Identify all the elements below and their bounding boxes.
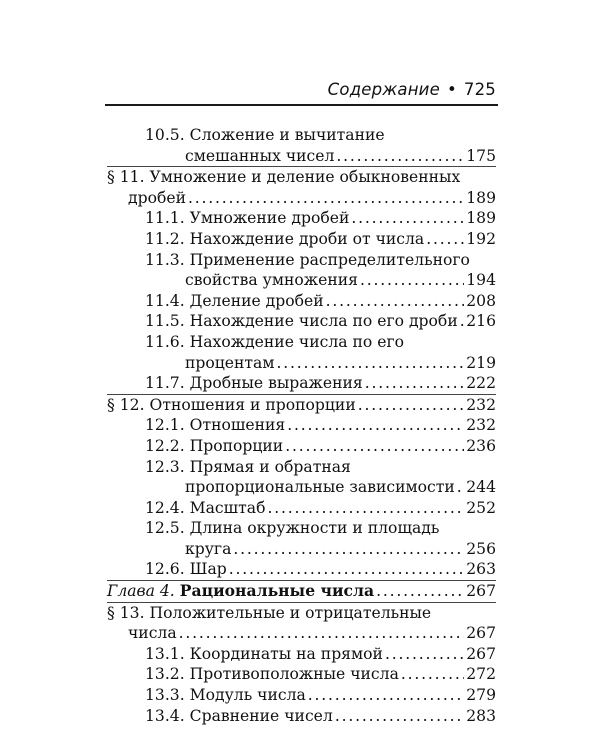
toc-leader bbox=[188, 188, 464, 209]
toc-page: 208 bbox=[466, 291, 496, 310]
toc-entry-12-5 bbox=[107, 518, 496, 539]
toc-leader bbox=[426, 229, 464, 250]
toc-page: 236 bbox=[466, 436, 496, 455]
toc-entry-13-1 bbox=[107, 644, 496, 665]
toc-page: 263 bbox=[466, 560, 496, 579]
toc-section-12 bbox=[107, 395, 496, 416]
toc-text: Прямая и обратная bbox=[189, 457, 351, 476]
toc-entry-10-5-cont bbox=[107, 146, 496, 167]
header-title: Содержание bbox=[327, 80, 440, 99]
toc-leader bbox=[360, 270, 464, 291]
toc-entry-11-2 bbox=[107, 229, 496, 250]
toc-page: 283 bbox=[466, 706, 496, 725]
toc-page: 189 bbox=[466, 209, 496, 228]
toc-leader bbox=[229, 559, 465, 580]
toc-num: 13.1. bbox=[145, 644, 185, 663]
toc-leader bbox=[365, 373, 464, 394]
toc-entry-11-4 bbox=[107, 291, 496, 312]
toc-entry-12-3 bbox=[107, 457, 496, 478]
toc-leader bbox=[233, 539, 464, 560]
header-text bbox=[328, 80, 496, 99]
toc-leader bbox=[276, 353, 464, 374]
toc-section-13 bbox=[107, 603, 496, 624]
toc-section-13-cont bbox=[107, 623, 496, 644]
toc-num: 11.5. bbox=[145, 312, 185, 331]
toc-entry-11-5 bbox=[107, 311, 496, 332]
toc-entry-11-3 bbox=[107, 250, 496, 271]
toc-num: § 12. bbox=[107, 395, 145, 414]
toc-page: 267 bbox=[466, 624, 496, 643]
toc-num: 11.2. bbox=[145, 229, 185, 248]
toc-page: 194 bbox=[466, 271, 496, 290]
toc-text: Умножение дробей bbox=[189, 209, 350, 228]
toc-text: свойства умножения bbox=[185, 271, 358, 290]
toc-text: Дробные выражения bbox=[189, 374, 363, 393]
toc-page: 272 bbox=[466, 665, 496, 684]
toc-page: 232 bbox=[466, 395, 496, 414]
toc-entry-11-3-cont bbox=[107, 270, 496, 291]
toc-text: процентам bbox=[185, 353, 275, 372]
toc-leader bbox=[285, 436, 464, 457]
table-of-contents bbox=[107, 125, 496, 726]
toc-leader bbox=[376, 581, 464, 602]
header-page-number: 725 bbox=[463, 80, 496, 99]
toc-page: 252 bbox=[466, 498, 496, 517]
toc-page: 267 bbox=[466, 582, 496, 601]
toc-leader bbox=[179, 623, 465, 644]
toc-text: Пропорции bbox=[189, 436, 284, 455]
toc-entry-11-6-cont bbox=[107, 353, 496, 374]
toc-entry-12-6 bbox=[107, 559, 496, 580]
toc-leader bbox=[326, 291, 465, 312]
toc-leader bbox=[308, 685, 464, 706]
toc-section-11-cont bbox=[107, 188, 496, 209]
toc-page: 279 bbox=[466, 686, 496, 705]
toc-entry-12-5-cont bbox=[107, 539, 496, 560]
toc-text: числа bbox=[128, 624, 177, 643]
toc-text: Длина окружности и площадь bbox=[189, 519, 440, 538]
toc-num: 12.5. bbox=[145, 519, 185, 538]
toc-leader bbox=[460, 311, 465, 332]
toc-text: Умножение и деление обыкновенных bbox=[149, 168, 461, 187]
toc-num: 13.3. bbox=[145, 686, 185, 705]
toc-leader bbox=[457, 477, 464, 498]
toc-entry-13-2 bbox=[107, 664, 496, 685]
toc-leader bbox=[336, 146, 464, 167]
toc-page: 175 bbox=[466, 146, 496, 165]
toc-text: пропорциональные зависимости bbox=[185, 478, 455, 497]
toc-entry-13-4 bbox=[107, 706, 496, 727]
toc-text: Шар bbox=[189, 560, 227, 579]
toc-text: Нахождение числа по его дроби bbox=[189, 312, 458, 331]
toc-num: § 11. bbox=[107, 168, 145, 187]
toc-text: Деление дробей bbox=[189, 291, 324, 310]
toc-text: Сложение и вычитание bbox=[189, 126, 385, 144]
toc-page: 232 bbox=[466, 416, 496, 435]
toc-page: 192 bbox=[466, 229, 496, 248]
chapter-label: Глава 4. bbox=[107, 582, 175, 601]
toc-num: 12.1. bbox=[145, 416, 185, 435]
toc-text: Сравнение чисел bbox=[189, 706, 333, 725]
toc-text: Координаты на прямой bbox=[189, 644, 383, 663]
toc-entry-11-1 bbox=[107, 208, 496, 229]
toc-entry-12-4 bbox=[107, 498, 496, 519]
toc-text: Модуль числа bbox=[189, 686, 306, 705]
toc-num: 13.4. bbox=[145, 706, 185, 725]
toc-entry-11-7 bbox=[107, 373, 496, 394]
toc-leader bbox=[267, 498, 464, 519]
toc-page: 267 bbox=[466, 644, 496, 663]
toc-page: 216 bbox=[466, 312, 496, 331]
toc-text: Отношения и пропорции bbox=[149, 395, 356, 414]
running-header bbox=[105, 74, 498, 106]
toc-num: 10.5. bbox=[145, 126, 185, 144]
toc-text: Отношения bbox=[189, 416, 286, 435]
toc-page: 256 bbox=[466, 539, 496, 558]
toc-text: Нахождение числа по его bbox=[189, 332, 405, 351]
toc-entry-10-5 bbox=[107, 125, 496, 146]
toc-num: 11.4. bbox=[145, 291, 185, 310]
toc-text: Нахождение дроби от числа bbox=[189, 229, 425, 248]
toc-num: 12.2. bbox=[145, 436, 185, 455]
toc-text: Применение распределительного bbox=[189, 250, 470, 269]
toc-num: § 13. bbox=[107, 603, 145, 622]
toc-entry-12-2 bbox=[107, 436, 496, 457]
toc-text: дробей bbox=[128, 188, 186, 207]
toc-num: 11.6. bbox=[145, 332, 185, 351]
toc-chapter-4 bbox=[107, 581, 496, 602]
toc-entry-12-3-cont bbox=[107, 477, 496, 498]
toc-num: 12.3. bbox=[145, 457, 185, 476]
toc-text: круга bbox=[185, 539, 232, 558]
toc-num: 11.1. bbox=[145, 209, 185, 228]
toc-text: Положительные и отрицательные bbox=[149, 603, 432, 622]
toc-text: смешанных чисел bbox=[185, 146, 335, 165]
toc-entry-13-3 bbox=[107, 685, 496, 706]
toc-leader bbox=[358, 395, 465, 416]
toc-num: 11.3. bbox=[145, 250, 185, 269]
toc-num: 12.4. bbox=[145, 498, 185, 517]
toc-leader bbox=[351, 208, 464, 229]
toc-leader bbox=[385, 644, 464, 665]
toc-leader bbox=[335, 706, 464, 727]
toc-page: 189 bbox=[466, 188, 496, 207]
toc-text: Масштаб bbox=[189, 498, 266, 517]
toc-num: 13.2. bbox=[145, 665, 185, 684]
chapter-name: Рациональные числа bbox=[179, 581, 375, 601]
toc-leader bbox=[287, 415, 464, 436]
toc-text: Противоположные числа bbox=[189, 665, 399, 684]
toc-page: 219 bbox=[466, 353, 496, 372]
header-bullet: • bbox=[446, 80, 457, 99]
toc-num: 12.6. bbox=[145, 560, 185, 579]
toc-page: 222 bbox=[466, 374, 496, 393]
toc-entry-12-1 bbox=[107, 415, 496, 436]
toc-page: 244 bbox=[466, 478, 496, 497]
toc-leader bbox=[401, 664, 464, 685]
toc-entry-11-6 bbox=[107, 332, 496, 353]
toc-num: 11.7. bbox=[145, 374, 185, 393]
toc-section-11 bbox=[107, 167, 496, 188]
